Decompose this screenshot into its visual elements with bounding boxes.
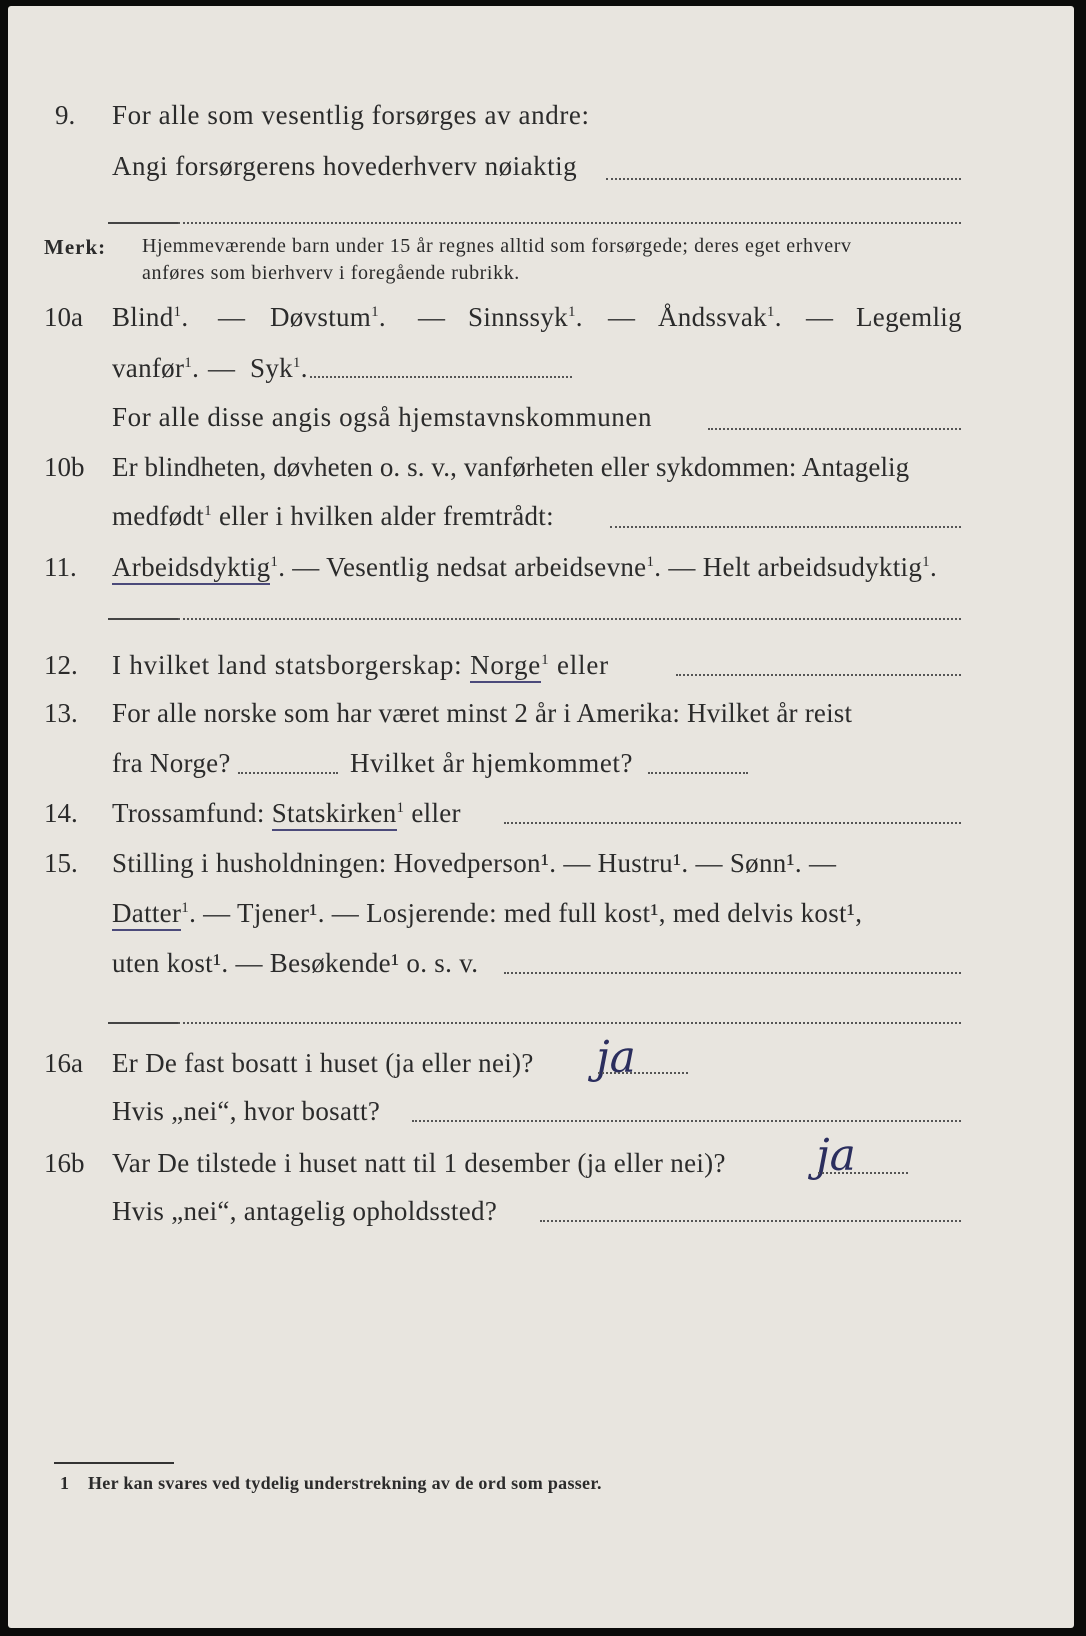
merk-line2: anføres som bierhverv i foregående rubrikk.: [142, 262, 520, 284]
answer-line: [610, 526, 961, 528]
answer-line: [818, 1172, 908, 1174]
separator-dash: —: [608, 302, 636, 332]
question-number: 14.: [44, 798, 78, 828]
question-number: 15.: [44, 848, 78, 878]
answer-line: [708, 428, 961, 430]
rule: [108, 1022, 178, 1024]
underlined-answer: Norge: [470, 650, 541, 683]
answer-line: [648, 772, 748, 774]
question-number: 9.: [55, 100, 76, 130]
q13-hjem: Hvilket år hjemkommet?: [350, 748, 634, 778]
rule: [108, 222, 178, 224]
footnote-rule: [54, 1462, 174, 1464]
q12-line: I hvilket land statsborgerskap: Norge$^1$ eller: [112, 648, 609, 682]
answer-line: [412, 1120, 961, 1122]
question-number: 16b: [44, 1148, 85, 1178]
underlined-answer: Arbeidsdyktig: [112, 552, 270, 585]
underlined-answer: Datter: [112, 898, 181, 931]
option-vanfor: vanfør$^1$.: [112, 353, 200, 383]
question-number: 11.: [44, 552, 77, 582]
answer-line: [310, 376, 572, 378]
separator-dash: —: [218, 302, 246, 332]
merk-line1: Hjemmeværende barn under 15 år regnes alltid som forsørgede; deres eget erhverv: [142, 235, 852, 257]
rule: [108, 618, 178, 620]
answer-line: [676, 674, 961, 676]
answer-line: [178, 618, 961, 620]
answer-line: [540, 1220, 961, 1222]
q16a-line2: Hvis „nei“, hvor bosatt?: [112, 1096, 381, 1126]
q10a-line3: For alle disse angis også hjemstavnskommunen: [112, 402, 653, 432]
q13-line1: For alle norske som har været minst 2 år i Amerika: Hvilket år reist: [112, 698, 853, 728]
option-legemlig: Legemlig: [856, 302, 962, 332]
handwritten-answer: ja: [816, 1130, 856, 1181]
answer-line: [504, 972, 961, 974]
q16b-line1: Var De tilstede i huset natt til 1 desember (ja eller nei)?: [112, 1148, 726, 1178]
merk-label: Merk:: [44, 235, 107, 259]
q9-line2: Angi forsørgerens hovederhverv nøiaktig: [112, 151, 578, 181]
separator-dash: —: [806, 302, 834, 332]
census-form-page: [8, 6, 1074, 1628]
q11-line: Arbeidsdyktig$^1$. — Vesentlig nedsat arbeidsevne$^1$. — Helt arbeidsudyktig$^1$.: [112, 550, 937, 584]
option-blind: Blind$^1$.: [112, 302, 189, 332]
q10b-line2: medfødt$^1$ eller i hvilken alder fremtrådt:: [112, 501, 554, 531]
answer-line: [178, 1022, 961, 1024]
footnote-mark: 1: [60, 1473, 70, 1493]
footnote-text: Her kan svares ved tydelig understrekning av de ord som passer.: [88, 1473, 602, 1493]
answer-line: [238, 772, 338, 774]
q15-line1: Stilling i husholdningen: Hovedperson¹. — Hustru¹. — Sønn¹. —: [112, 848, 837, 878]
question-number: 12.: [44, 650, 78, 680]
answer-line: [178, 222, 961, 224]
q13-fra: fra Norge?: [112, 748, 231, 778]
option-sinnssyk: Sinnssyk$^1$.: [468, 302, 583, 332]
handwritten-answer: ja: [596, 1032, 636, 1083]
q16b-line2: Hvis „nei“, antagelig opholdssted?: [112, 1196, 498, 1226]
answer-line: [504, 822, 961, 824]
answer-line: [598, 1072, 688, 1074]
underlined-answer: Statskirken: [272, 798, 397, 831]
question-number: 16a: [44, 1048, 83, 1078]
question-number: 10b: [44, 452, 85, 482]
q15-line3: uten kost¹. — Besøkende¹ o. s. v.: [112, 948, 479, 978]
separator-dash: —: [208, 353, 236, 383]
q16a-line1: Er De fast bosatt i huset (ja eller nei)?: [112, 1048, 534, 1078]
q14-line: Trossamfund: Statskirken$^1$ eller: [112, 796, 461, 830]
answer-line: [606, 178, 961, 180]
option-andssvak: Åndssvak$^1$.: [658, 302, 782, 332]
question-number: 13.: [44, 698, 78, 728]
option-dovstum: Døvstum$^1$.: [270, 302, 386, 332]
q10b-line1: Er blindheten, døvheten o. s. v., vanførheten eller sykdommen: Antagelig: [112, 452, 910, 482]
separator-dash: —: [418, 302, 446, 332]
q15-line2: Datter$^1$. — Tjener¹. — Losjerende: med full kost¹, med delvis kost¹,: [112, 896, 862, 930]
q9-line1: For alle som vesentlig forsørges av andre:: [112, 100, 590, 130]
option-syk: Syk$^1$.: [250, 353, 308, 383]
question-number: 10a: [44, 302, 83, 332]
